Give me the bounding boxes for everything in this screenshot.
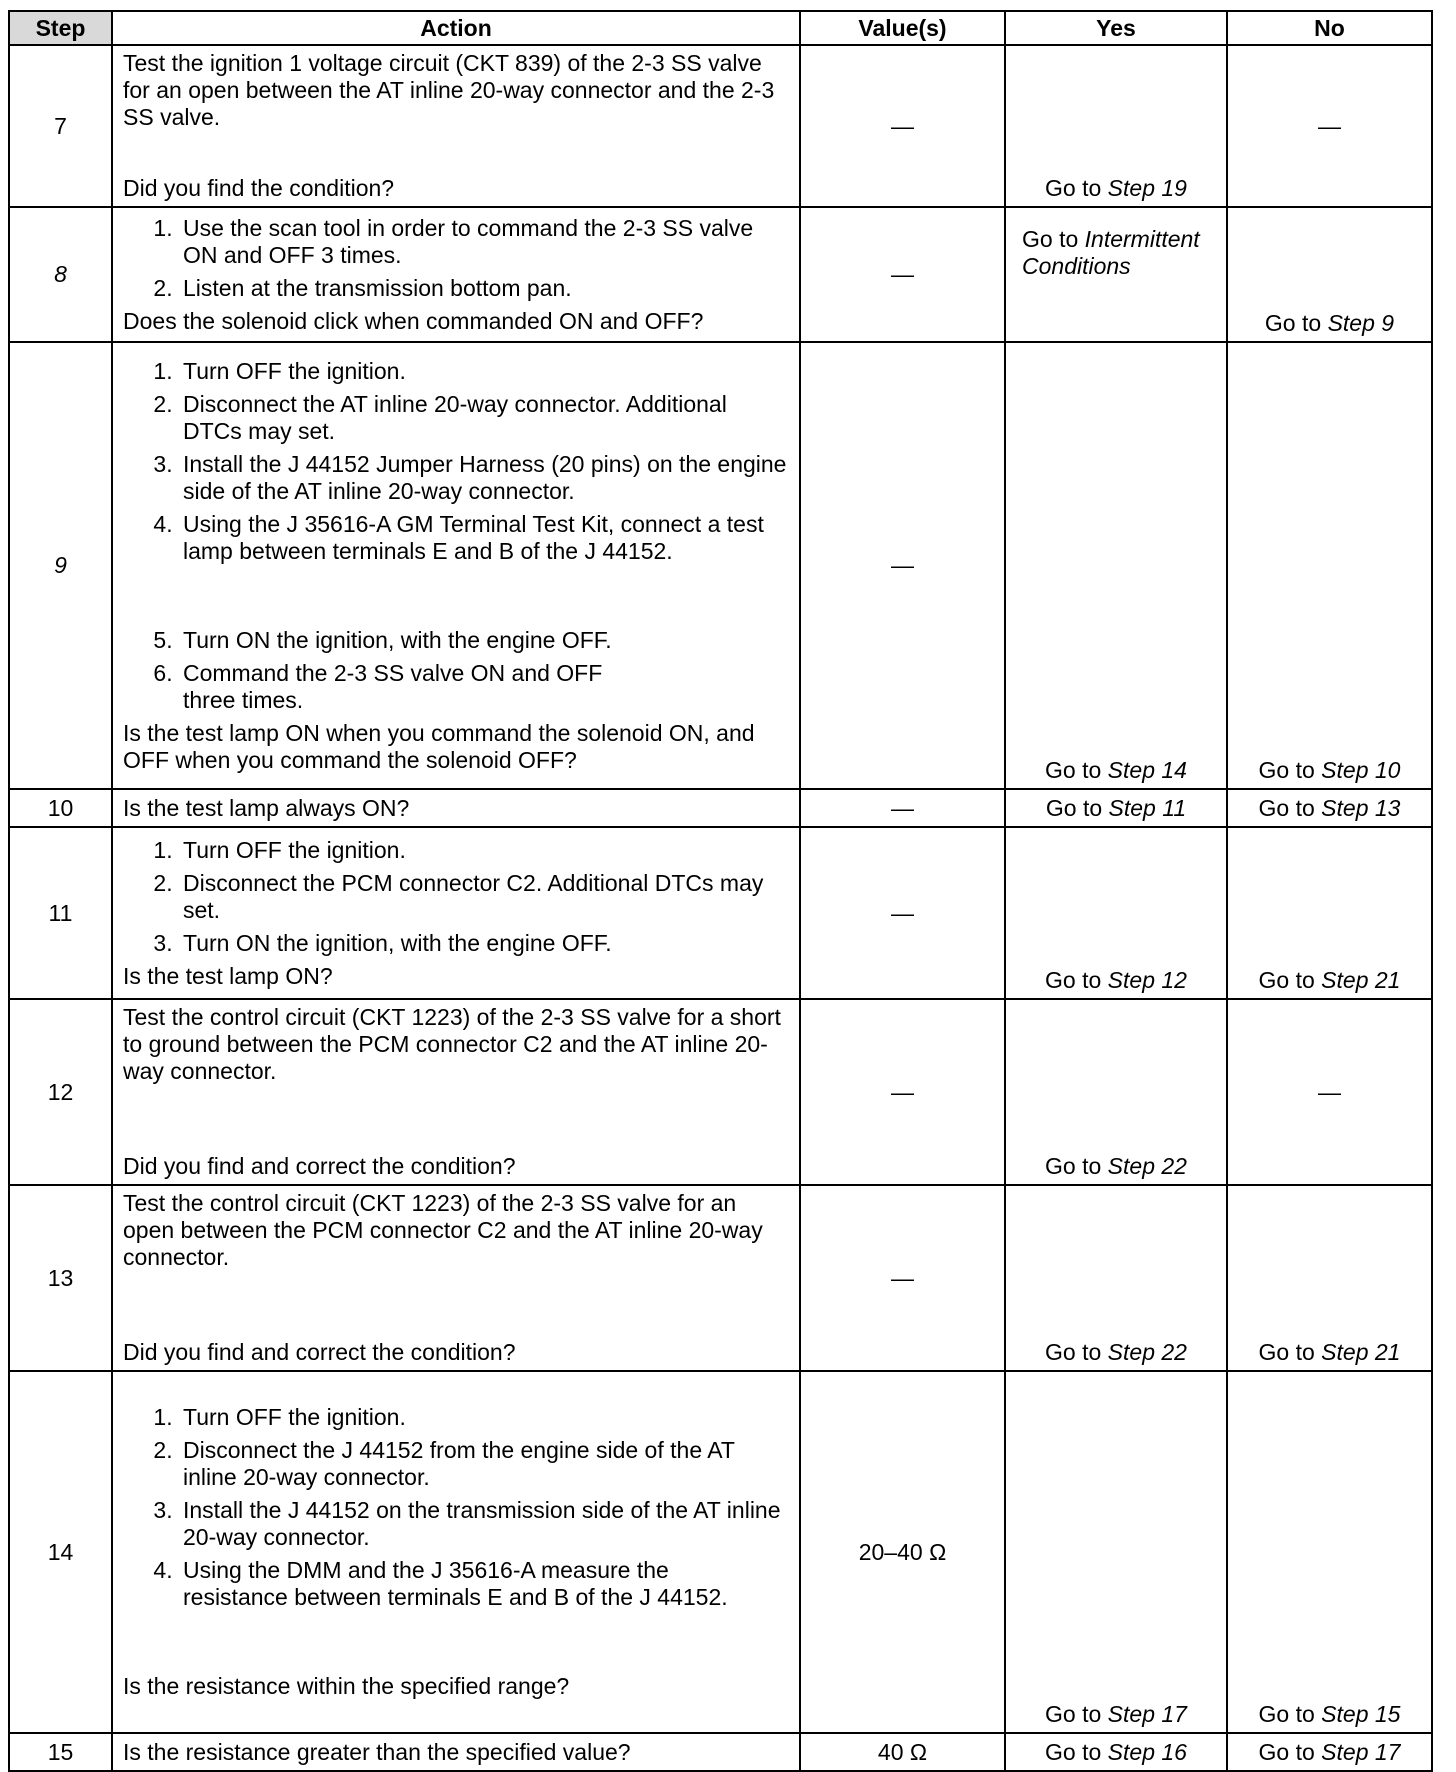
no-step-link[interactable]: Step 21	[1321, 1339, 1401, 1365]
no-cell	[1227, 789, 1432, 827]
yes-prefix: Go to	[1045, 1701, 1108, 1727]
yes-prefix: Go to	[1045, 1339, 1108, 1365]
yes-cell	[1005, 1371, 1227, 1733]
step-number: 9	[9, 342, 112, 789]
action-cell	[112, 45, 800, 207]
list-item: 5. Turn ON the ignition, with the engine OFF.	[179, 627, 789, 654]
yes-prefix: Go to	[1045, 1153, 1108, 1179]
action-question: Is the resistance greater than the specified value?	[123, 1738, 631, 1765]
yes-step-link[interactable]: Step 19	[1107, 175, 1187, 201]
list-item: 6. Command the 2-3 SS valve ON and OFF three times.	[179, 660, 789, 714]
yes-cell	[1005, 207, 1227, 342]
action-cell	[112, 789, 800, 827]
action-steps-list	[123, 215, 789, 302]
no-cell	[1227, 207, 1432, 342]
no-prefix: Go to	[1258, 1339, 1322, 1365]
yes-prefix: Go to	[1045, 967, 1108, 993]
list-item: 4. Using the DMM and the J 35616-A measure the resistance between terminals E and B of the J 44152.	[179, 1557, 789, 1611]
list-item: 1. Use the scan tool in order to command the 2-3 SS valve ON and OFF 3 times.	[179, 215, 789, 269]
yes-prefix: Go to	[1045, 757, 1108, 783]
yes-cell	[1005, 827, 1227, 999]
no-step-link[interactable]: Step 15	[1321, 1701, 1401, 1727]
list-item: 3. Install the J 44152 Jumper Harness (20 pins) on the engine side of the AT inline 20-way connector.	[179, 451, 789, 505]
table-row-step-8	[9, 207, 1432, 342]
action-question: Is the test lamp ON?	[123, 962, 333, 989]
action-question: Does the solenoid click when commanded ON and OFF?	[123, 307, 704, 334]
action-steps-list	[123, 1404, 789, 1611]
yes-cell	[1005, 1733, 1227, 1771]
value-cell: —	[800, 1185, 1005, 1371]
no-cell: —	[1227, 999, 1432, 1185]
value-cell: —	[800, 342, 1005, 789]
list-item: 2. Disconnect the PCM connector C2. Additional DTCs may set.	[179, 870, 789, 924]
value-cell: —	[800, 207, 1005, 342]
no-cell	[1227, 342, 1432, 789]
table-row-step-14	[9, 1371, 1432, 1733]
header-yes: Yes	[1005, 11, 1227, 45]
action-cell	[112, 207, 800, 342]
action-steps-list	[123, 358, 789, 714]
header-values: Value(s)	[800, 11, 1005, 45]
table-row-step-13	[9, 1185, 1432, 1371]
action-cell	[112, 1733, 800, 1771]
list-item: 2. Disconnect the AT inline 20-way connector. Additional DTCs may set.	[179, 391, 789, 445]
yes-cell	[1005, 45, 1227, 207]
step-number: 12	[9, 999, 112, 1185]
action-text: Test the control circuit (CKT 1223) of the 2-3 SS valve for a short to ground between the PCM connector C2 and the AT inline 20-way connector.	[123, 1004, 781, 1084]
table-row-step-9	[9, 342, 1432, 789]
no-prefix: Go to	[1264, 310, 1328, 336]
no-cell: —	[1227, 45, 1432, 207]
list-item: 1. Turn OFF the ignition.	[179, 358, 789, 385]
value-cell: —	[800, 789, 1005, 827]
value-cell: —	[800, 827, 1005, 999]
table-row-step-7	[9, 45, 1432, 207]
table-row-step-15	[9, 1733, 1432, 1771]
action-question: Is the resistance within the specified range?	[123, 1673, 570, 1699]
yes-step-link[interactable]: Step 11	[1108, 794, 1187, 821]
list-item: 2. Disconnect the J 44152 from the engine side of the AT inline 20-way connector.	[179, 1437, 789, 1491]
no-step-link[interactable]: Step 17	[1321, 1738, 1401, 1765]
step-number: 10	[9, 789, 112, 827]
list-item: 1. Turn OFF the ignition.	[179, 1404, 789, 1431]
no-prefix: Go to	[1258, 1701, 1322, 1727]
list-item: 3. Turn ON the ignition, with the engine OFF.	[179, 930, 789, 957]
step-number: 13	[9, 1185, 112, 1371]
no-cell	[1227, 1733, 1432, 1771]
yes-prefix: Go to	[1022, 226, 1085, 252]
action-cell	[112, 999, 800, 1185]
yes-cell	[1005, 789, 1227, 827]
yes-link-intermittent[interactable]: Intermittent Conditions	[1022, 226, 1200, 279]
no-step-link[interactable]: Step 9	[1327, 310, 1395, 336]
no-cell	[1227, 827, 1432, 999]
no-prefix: Go to	[1258, 757, 1322, 783]
yes-prefix: Go to	[1045, 1738, 1108, 1765]
step-number: 15	[9, 1733, 112, 1771]
yes-step-link[interactable]: Step 12	[1107, 967, 1187, 993]
action-cell	[112, 1185, 800, 1371]
action-question: Did you find and correct the condition?	[123, 1339, 516, 1365]
yes-cell	[1005, 342, 1227, 789]
list-item: 3. Install the J 44152 on the transmission side of the AT inline 20-way connector.	[179, 1497, 789, 1551]
header-no: No	[1227, 11, 1432, 45]
action-question: Is the test lamp ON when you command the solenoid ON, and OFF when you command the solenoid OFF?	[123, 719, 755, 773]
yes-step-link[interactable]: Step 16	[1107, 1738, 1187, 1765]
list-item: 1. Turn OFF the ignition.	[179, 837, 789, 864]
yes-step-link[interactable]: Step 22	[1107, 1339, 1187, 1365]
table-row-step-11	[9, 827, 1432, 999]
value-cell: —	[800, 999, 1005, 1185]
value-cell: —	[800, 45, 1005, 207]
step-number: 8	[9, 207, 112, 342]
action-cell	[112, 827, 800, 999]
list-item: 2. Listen at the transmission bottom pan.	[179, 275, 789, 302]
yes-cell	[1005, 1185, 1227, 1371]
yes-step-link[interactable]: Step 17	[1107, 1701, 1187, 1727]
action-question: Is the test lamp always ON?	[123, 794, 410, 821]
list-item: 4. Using the J 35616-A GM Terminal Test Kit, connect a test lamp between terminals E and B of the J 44152.	[179, 511, 789, 565]
no-prefix: Go to	[1258, 794, 1322, 821]
action-question: Did you find and correct the condition?	[123, 1153, 516, 1179]
action-steps-list	[123, 837, 789, 957]
step-number: 11	[9, 827, 112, 999]
no-step-link[interactable]: Step 13	[1321, 794, 1401, 821]
no-prefix: Go to	[1258, 1738, 1322, 1765]
step-number: 7	[9, 45, 112, 207]
table-row-step-12	[9, 999, 1432, 1185]
no-step-link[interactable]: Step 21	[1321, 967, 1401, 993]
no-step-link[interactable]: Step 10	[1321, 757, 1401, 783]
diagnostic-table-page	[8, 10, 1431, 1772]
value-cell: 20–40 Ω	[800, 1371, 1005, 1733]
yes-step-link[interactable]: Step 14	[1107, 757, 1187, 783]
header-step: Step	[9, 11, 112, 45]
action-cell	[112, 342, 800, 789]
no-prefix: Go to	[1258, 967, 1322, 993]
action-question: Did you find the condition?	[123, 175, 395, 201]
value-cell: 40 Ω	[800, 1733, 1005, 1771]
header-row	[9, 11, 1432, 45]
yes-prefix: Go to	[1045, 794, 1109, 821]
no-cell	[1227, 1185, 1432, 1371]
yes-step-link[interactable]: Step 22	[1107, 1153, 1187, 1179]
action-text: Test the ignition 1 voltage circuit (CKT 839) of the 2-3 SS valve for an open between the AT inline 20-way connector and the 2-3 SS valve.	[123, 50, 775, 130]
header-action: Action	[112, 11, 800, 45]
yes-prefix: Go to	[1045, 175, 1108, 201]
step-number: 14	[9, 1371, 112, 1733]
yes-cell	[1005, 999, 1227, 1185]
table-row-step-10	[9, 789, 1432, 827]
diagnostic-table	[8, 10, 1433, 1772]
action-cell	[112, 1371, 800, 1733]
no-cell	[1227, 1371, 1432, 1733]
action-text: Test the control circuit (CKT 1223) of the 2-3 SS valve for an open between the PCM connector C2 and the AT inline 20-way connector.	[123, 1190, 763, 1270]
